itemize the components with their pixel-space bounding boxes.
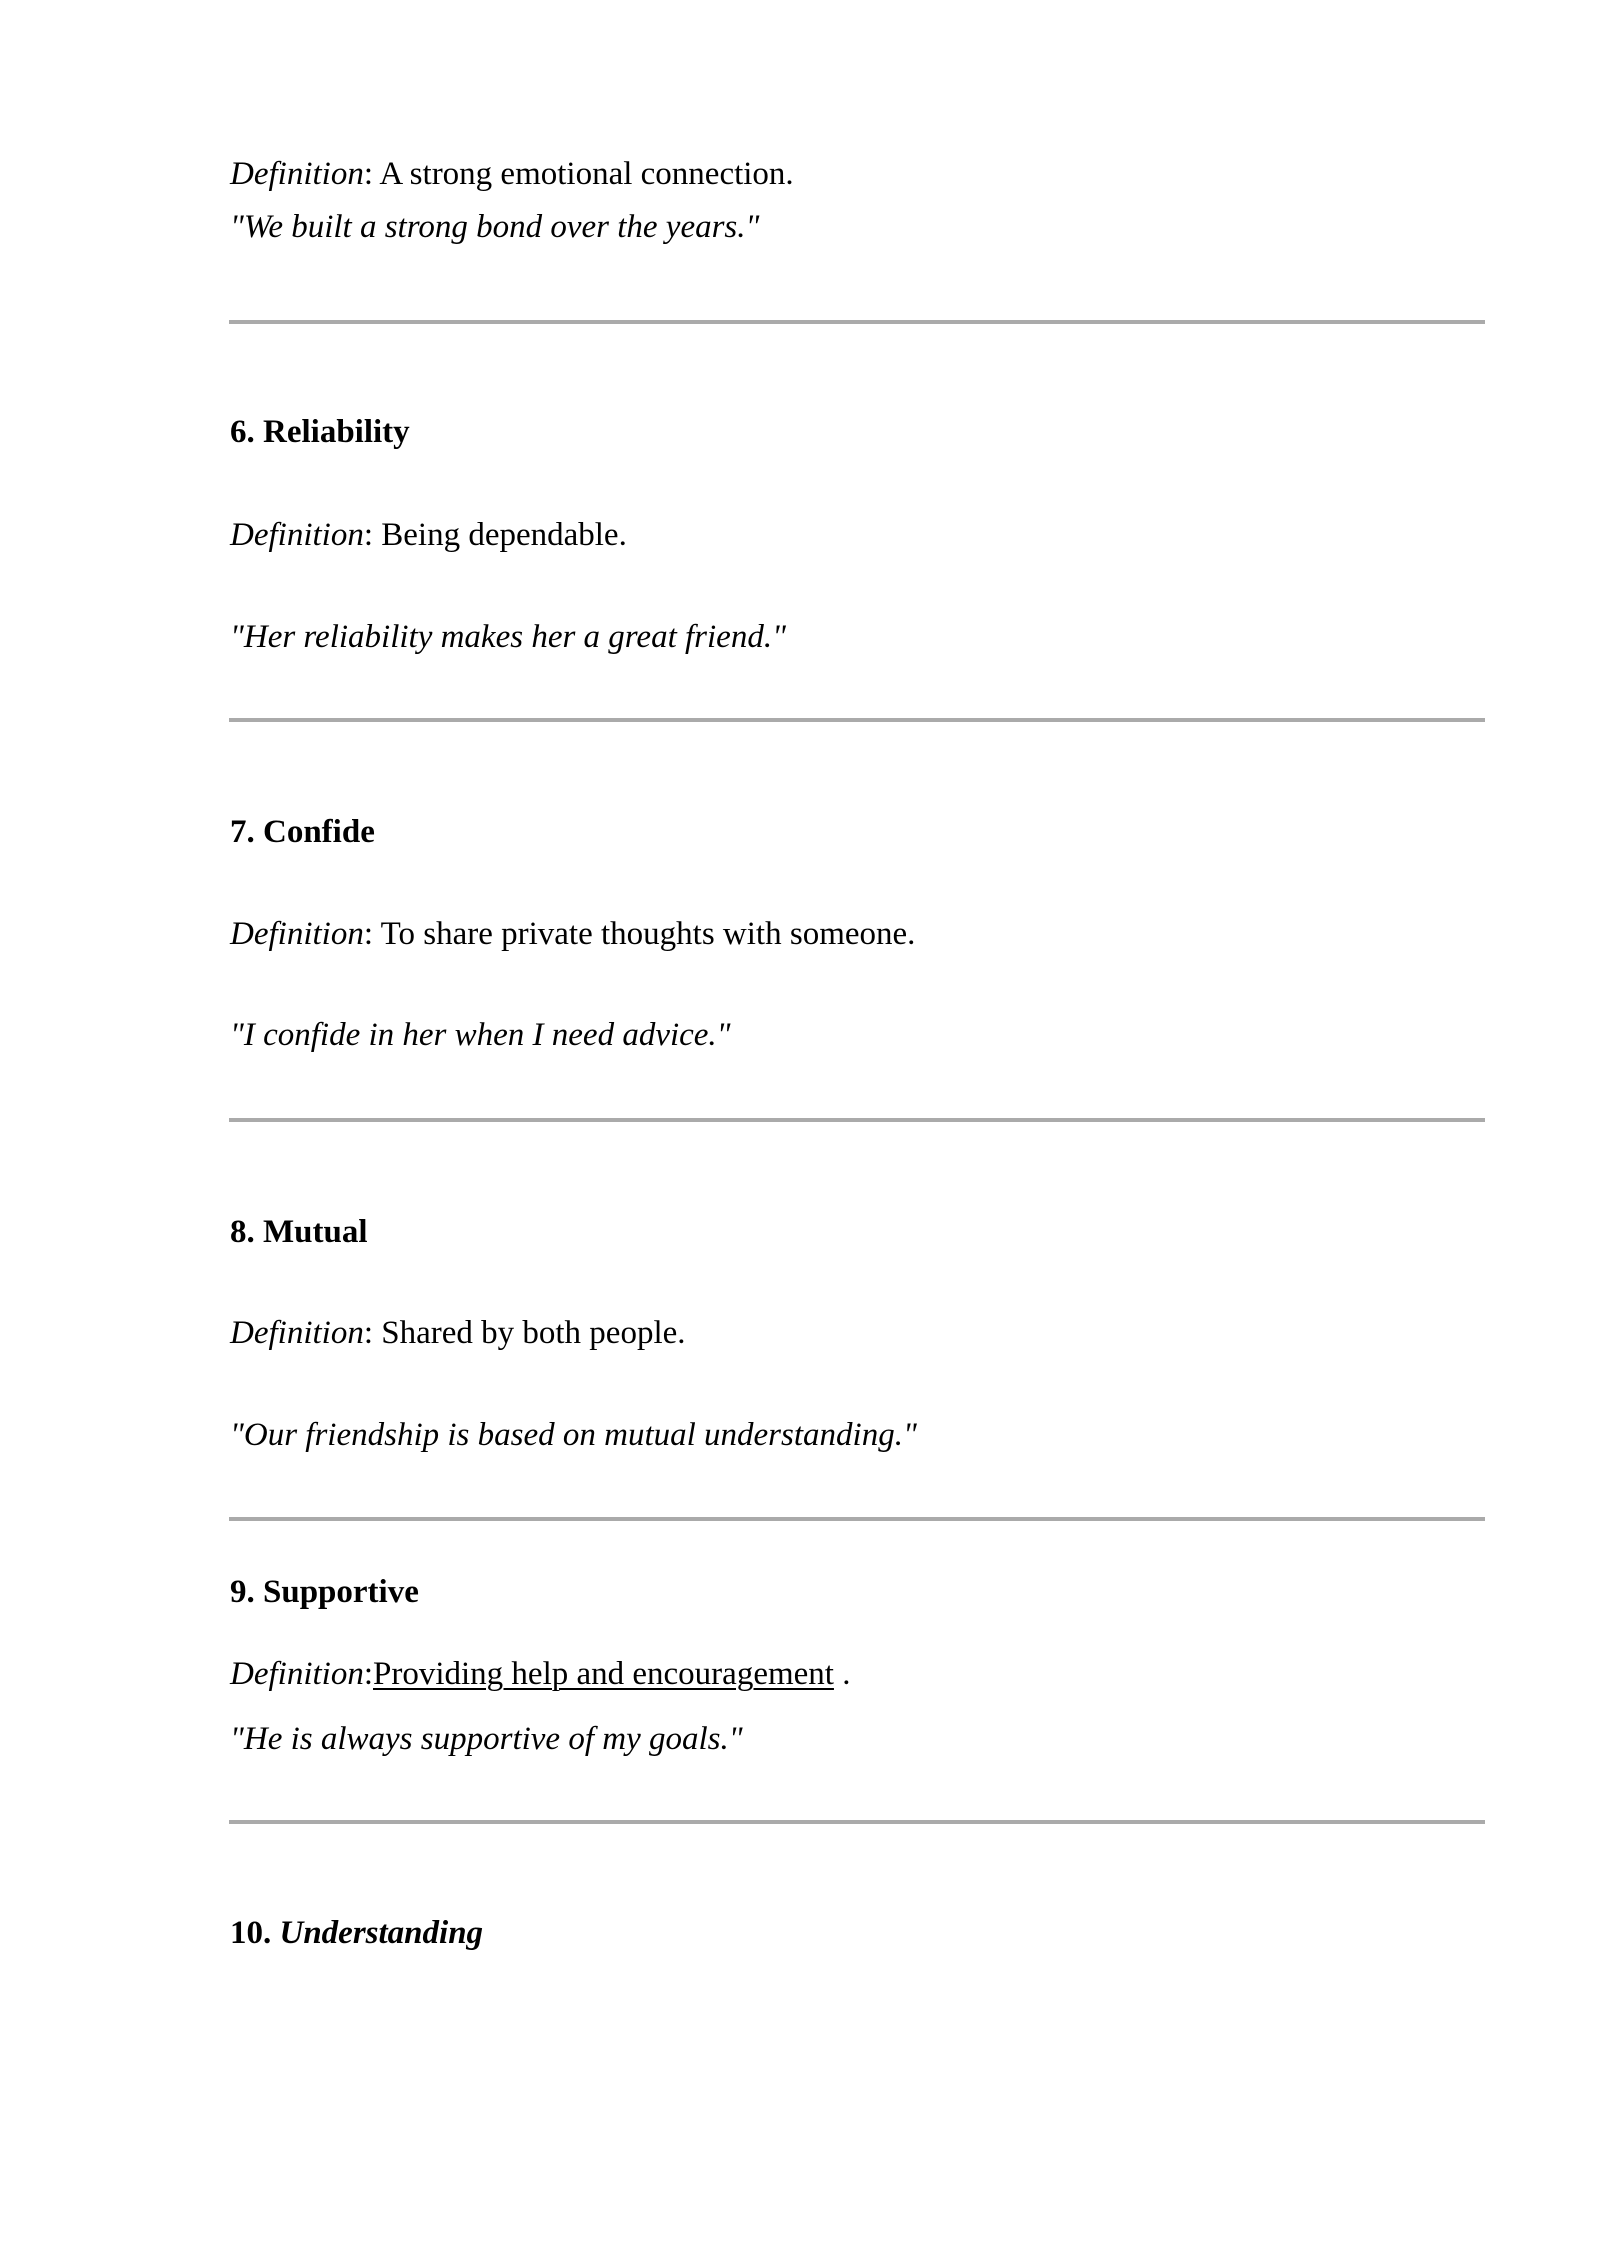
definition-text: : A strong emotional connection. <box>363 156 794 192</box>
term-title: Understanding <box>279 1915 484 1951</box>
definition-line <box>230 158 794 191</box>
definition-label: Definition <box>230 156 364 192</box>
definition-label: Definition <box>230 1656 364 1692</box>
divider <box>229 1517 1485 1521</box>
term-title: Supportive <box>263 1574 419 1610</box>
term-title: Mutual <box>263 1214 368 1250</box>
example-sentence: "Her reliability makes her a great friend." <box>230 619 786 655</box>
definition-line <box>230 918 915 951</box>
term-heading <box>230 1216 368 1249</box>
example-sentence: "Our friendship is based on mutual understanding." <box>230 1417 917 1453</box>
term-heading <box>230 816 375 849</box>
definition-text: : Being dependable. <box>363 517 627 553</box>
divider <box>229 718 1485 722</box>
term-heading <box>230 1917 483 1950</box>
definition-text: : To share private thoughts with someone. <box>363 916 916 952</box>
term-number: 6. <box>230 414 255 450</box>
definition-suffix: . <box>833 1656 851 1692</box>
definition-colon: : <box>363 1656 373 1692</box>
divider <box>229 1118 1485 1122</box>
term-number: 9. <box>230 1574 255 1610</box>
term-title: Reliability <box>263 414 410 450</box>
term-number: 8. <box>230 1214 255 1250</box>
example-sentence: "He is always supportive of my goals." <box>230 1721 743 1757</box>
term-title: Confide <box>263 814 375 850</box>
term-number: 10. <box>230 1915 272 1951</box>
term-number: 7. <box>230 814 255 850</box>
divider <box>229 1820 1485 1824</box>
divider <box>229 320 1485 324</box>
example-sentence: "We built a strong bond over the years." <box>230 209 760 245</box>
term-heading <box>230 1576 419 1609</box>
definition-label: Definition <box>230 916 364 952</box>
definition-label: Definition <box>230 1315 364 1351</box>
definition-line <box>230 1658 850 1691</box>
definition-line <box>230 1317 686 1350</box>
definition-line <box>230 519 627 552</box>
example-sentence: "I confide in her when I need advice." <box>230 1017 731 1053</box>
definition-label: Definition <box>230 517 364 553</box>
definition-link-text[interactable]: Providing help and encouragement <box>373 1656 834 1692</box>
definition-text: : Shared by both people. <box>363 1315 686 1351</box>
term-heading <box>230 416 410 449</box>
